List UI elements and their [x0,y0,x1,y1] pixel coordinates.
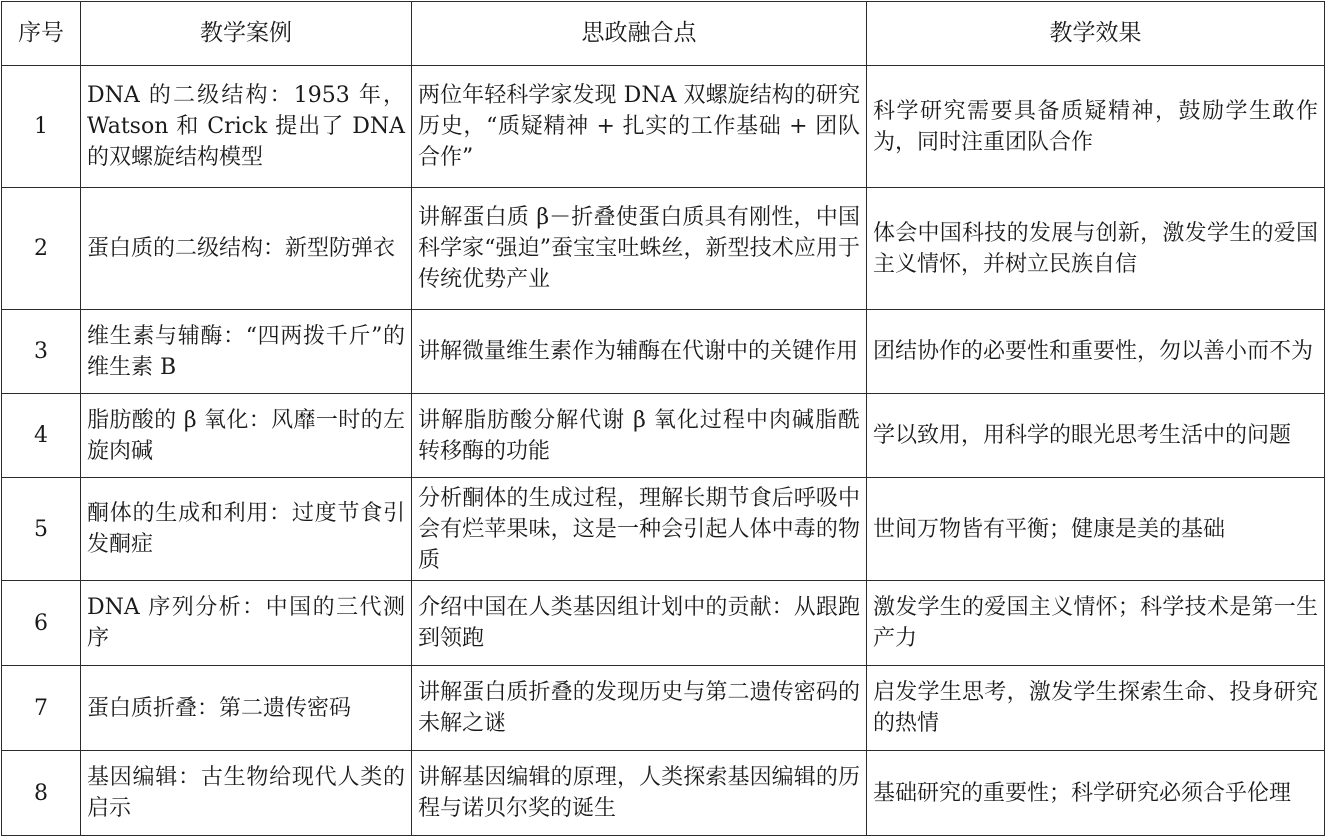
teaching-effect-cell: 学以致用，用科学的眼光思考生活中的问题 [867,394,1325,478]
teaching-cases-table [1,1,1325,836]
ideological-point-cell: 两位年轻科学家发现 DNA 双螺旋结构的研究历史，“质疑精神 + 扎实的工作基础 + 团队合作” [412,66,867,188]
table-row [2,310,1325,394]
teaching-effect-cell: 基础研究的重要性；科学研究必须合乎伦理 [867,751,1325,836]
header-row [2,2,1325,66]
teaching-effect-cell: 世间万物皆有平衡；健康是美的基础 [867,478,1325,581]
teaching-case-cell: 蛋白质的二级结构：新型防弹衣 [81,188,412,310]
ideological-point-cell: 讲解蛋白质折叠的发现历史与第二遗传密码的未解之谜 [412,666,867,751]
teaching-effect-cell: 激发学生的爱国主义情怀；科学技术是第一生产力 [867,581,1325,666]
teaching-effect-cell: 体会中国科技的发展与创新，激发学生的爱国主义情怀，并树立民族自信 [867,188,1325,310]
teaching-case-cell: DNA 序列分析：中国的三代测序 [81,581,412,666]
header-teaching-case: 教学案例 [81,2,412,66]
ideological-point-cell: 讲解蛋白质 β－折叠使蛋白质具有刚性，中国科学家“强迫”蚕宝宝吐蛛丝，新型技术应用于传统优势产业 [412,188,867,310]
row-number: 1 [2,66,81,188]
ideological-point-cell: 讲解微量维生素作为辅酶在代谢中的关键作用 [412,310,867,394]
row-number: 3 [2,310,81,394]
table-row [2,666,1325,751]
table-row [2,188,1325,310]
teaching-case-cell: 酮体的生成和利用：过度节食引发酮症 [81,478,412,581]
row-number: 7 [2,666,81,751]
teaching-effect-cell: 科学研究需要具备质疑精神，鼓励学生敢作为，同时注重团队合作 [867,66,1325,188]
row-number: 6 [2,581,81,666]
table-row [2,581,1325,666]
ideological-point-cell: 介绍中国在人类基因组计划中的贡献：从跟跑到领跑 [412,581,867,666]
teaching-case-cell: 蛋白质折叠：第二遗传密码 [81,666,412,751]
row-number: 4 [2,394,81,478]
teaching-case-cell: 维生素与辅酶：“四两拨千斤”的维生素 B [81,310,412,394]
teaching-case-cell: DNA 的二级结构：1953 年，Watson 和 Crick 提出了 DNA 的双螺旋结构模型 [81,66,412,188]
header-number: 序号 [2,2,81,66]
row-number: 5 [2,478,81,581]
header-ideological-point: 思政融合点 [412,2,867,66]
table-row [2,478,1325,581]
teaching-case-cell: 脂肪酸的 β 氧化：风靡一时的左旋肉碱 [81,394,412,478]
header-teaching-effect: 教学效果 [867,2,1325,66]
ideological-point-cell: 讲解脂肪酸分解代谢 β 氧化过程中肉碱脂酰转移酶的功能 [412,394,867,478]
table-row [2,394,1325,478]
teaching-effect-cell: 启发学生思考，激发学生探索生命、投身研究的热情 [867,666,1325,751]
teaching-effect-cell: 团结协作的必要性和重要性，勿以善小而不为 [867,310,1325,394]
table-row [2,66,1325,188]
ideological-point-cell: 讲解基因编辑的原理，人类探索基因编辑的历程与诺贝尔奖的诞生 [412,751,867,836]
row-number: 2 [2,188,81,310]
table-row [2,751,1325,836]
teaching-case-cell: 基因编辑：古生物给现代人类的启示 [81,751,412,836]
ideological-point-cell: 分析酮体的生成过程，理解长期节食后呼吸中会有烂苹果味，这是一种会引起人体中毒的物质 [412,478,867,581]
row-number: 8 [2,751,81,836]
